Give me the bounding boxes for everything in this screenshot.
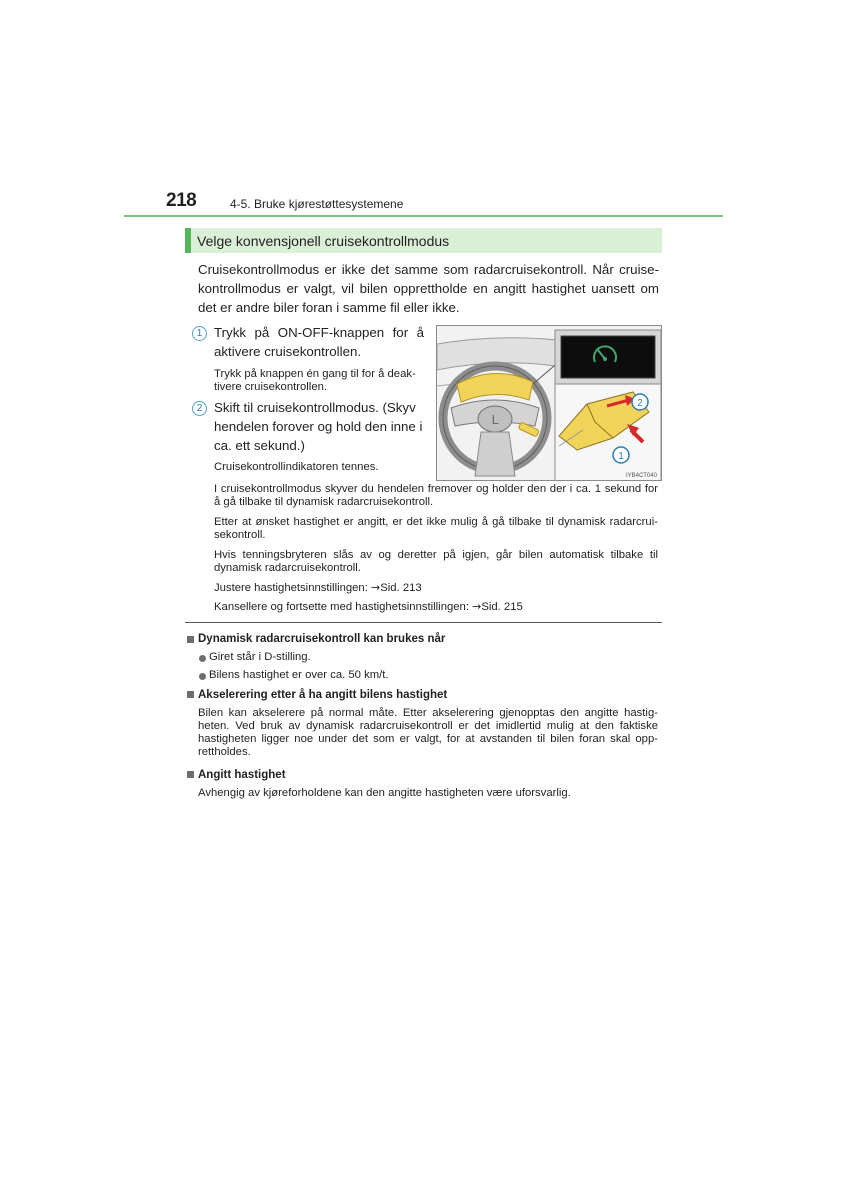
cruise-control-illustration [436, 325, 662, 481]
square-bullet-icon [187, 691, 194, 698]
ref-link-adjust[interactable]: Sid. 213 [380, 582, 422, 594]
note-return-radar: I cruisekontrollmodus skyver du hendelen fremover og holder den der i ca. 1 sekund for å gå tilbake til dynamisk radarcruisekontroll. [214, 483, 658, 508]
bullet-gear-d: Giret står i D-stilling. [209, 651, 311, 663]
section-divider [185, 622, 662, 623]
round-bullet-icon [199, 655, 206, 662]
bullet-speed-over: Bilens hastighet er over ca. 50 km/t. [209, 669, 389, 681]
step-1-note: Trykk på knappen én gang til for å deak-tivere cruisekontrollen. [214, 368, 416, 393]
header-rule [124, 215, 723, 217]
section-title: Velge konvensjonell cruisekontrollmodus [197, 233, 450, 249]
note-after-speed-set: Etter at ønsket hastighet er angitt, er det ikke mulig å gå tilbake til dynamisk radarcrui-sekontroll. [214, 516, 658, 541]
arrow-icon: → [371, 581, 381, 594]
intro-paragraph: Cruisekontrollmodus er ikke det samme som radarcruisekontroll. Når cruise-kontrollmodus er valgt, vil bilen opprettholde en angitt hastighet uansett om det er andre biler foran i samme fil eller ikke. [198, 262, 659, 315]
info-heading-set-speed: Angitt hastighet [198, 769, 286, 781]
figure-callout-2: 2 [637, 398, 643, 409]
info-text-acceleration: Bilen kan akselerere på normal måte. Etter akselerering gjenopptas den angitte hastig-heten. Ved bruk av dynamisk radarcruisekontroll er det imidlertid mulig at den faktiske hastigheten ligger noe under det som er valgt, for at avstanden til bilen foran skal opp-rettholdes. [198, 707, 658, 758]
ref-cancel-resume: Kansellere og fortsette med hastighetsinnstillingen: →Sid. 215 [214, 600, 523, 613]
step-1-text: Trykk på ON-OFF-knappen for å aktivere cruisekontrollen. [214, 325, 424, 359]
step-number-1: 1 [192, 326, 207, 341]
info-heading-dynamic: Dynamisk radarcruisekontroll kan brukes når [198, 633, 446, 645]
svg-text:L: L [491, 413, 499, 427]
ref-link-cancel[interactable]: Sid. 215 [481, 601, 523, 613]
figure-code: IYB4CT040 [625, 473, 657, 479]
chapter-title: 4-5. Bruke kjørestøttesystemene [230, 197, 404, 211]
square-bullet-icon [187, 771, 194, 778]
figure-callout-1: 1 [618, 451, 624, 462]
round-bullet-icon [199, 673, 206, 680]
page-number: 218 [166, 190, 197, 211]
step-2-note: Cruisekontrollindikatoren tennes. [214, 461, 379, 473]
ref-adjust-speed: Justere hastighetsinnstillingen: →Sid. 213 [214, 581, 422, 594]
info-text-set-speed: Avhengig av kjøreforholdene kan den angitte hastigheten være uforsvarlig. [198, 787, 571, 799]
arrow-icon: → [472, 600, 482, 613]
step-number-2: 2 [192, 401, 207, 416]
info-heading-acceleration: Akselerering etter å ha angitt bilens hastighet [198, 689, 448, 701]
step-2-text: Skift til cruisekontrollmodus. (Skyv hendelen forover og hold den inne i ca. ett sekund.) [214, 400, 423, 453]
square-bullet-icon [187, 636, 194, 643]
note-ignition: Hvis tenningsbryteren slås av og deretter på igjen, går bilen automatisk tilbake til dynamisk radarcruisekontroll. [214, 549, 658, 574]
